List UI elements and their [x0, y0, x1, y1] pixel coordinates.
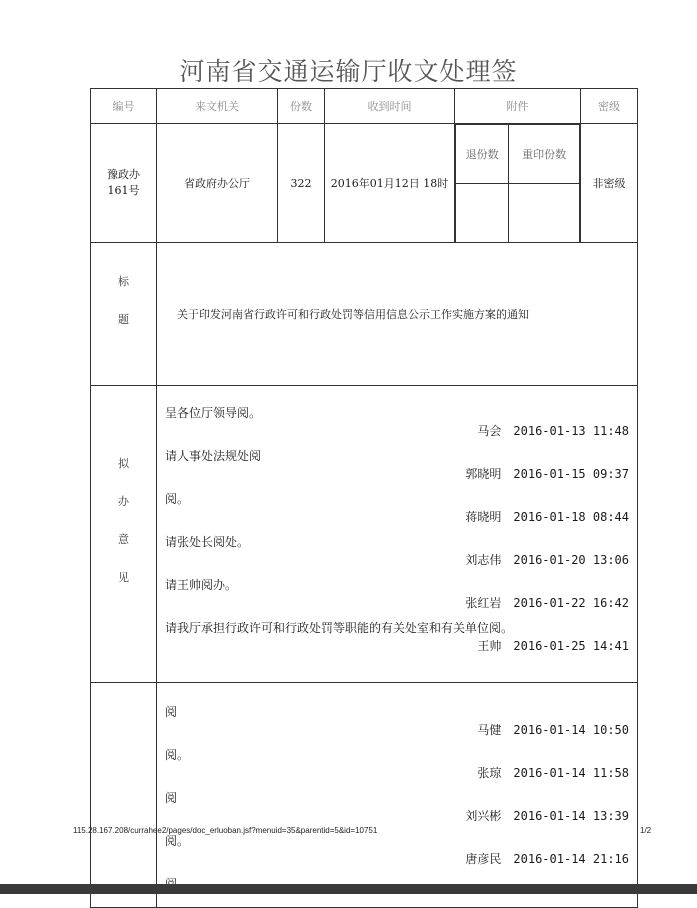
- receipt-form: [90, 88, 638, 908]
- header-received: 收到时间: [325, 89, 455, 124]
- opinion-time: 2016-01-18 08:44: [513, 510, 629, 524]
- opinion-name: 蒋晓明: [465, 510, 502, 524]
- reading-entry: [157, 785, 637, 828]
- reading-signature: [477, 764, 629, 781]
- secrecy-level: 非密级: [581, 124, 638, 243]
- opinion-entry: [157, 486, 637, 529]
- document-title-text: 河南省交通运输厅收文处理签: [179, 57, 518, 86]
- opinion-time: 2016-01-20 13:06: [513, 553, 629, 567]
- copies: 322: [278, 124, 325, 243]
- reading-time: 2016-01-14 10:50: [513, 723, 629, 737]
- doc-number: 豫政办161号: [91, 124, 157, 243]
- footer-url: 115.28.167.208/currahee2/pages/doc_erluoban.jsf?menuid=35&parentid=5&id=10751: [73, 826, 378, 835]
- issuer: 省政府办公厅: [157, 124, 278, 243]
- received-time: 2016年01月12日 18时: [325, 124, 455, 243]
- header-doc-no: 编号: [91, 89, 157, 124]
- reading-text: 阅。: [165, 748, 190, 762]
- header-issuer: 来文机关: [157, 89, 278, 124]
- header-secrecy: 密级: [581, 89, 638, 124]
- attach-reprint: 重印份数: [509, 125, 580, 184]
- opinion-time: 2016-01-13 11:48: [513, 424, 629, 438]
- opinion-signature: [465, 465, 629, 482]
- opinion-signature: [465, 551, 629, 568]
- opinion-entry: [157, 615, 637, 658]
- reading-signature: [465, 850, 629, 867]
- opinion-text: 请王帅阅办。: [165, 578, 238, 592]
- opinion-label-char: 意: [118, 533, 129, 546]
- reading-name: 刘兴彬: [465, 809, 502, 823]
- reading-name: 马健: [477, 723, 502, 737]
- reading-text: 阅。: [165, 834, 190, 848]
- opinion-entry: [157, 572, 637, 615]
- opinion-entry: [157, 400, 637, 443]
- opinion-entry: [157, 529, 637, 572]
- attach-returned: 退份数: [456, 125, 509, 184]
- reading-entry: [157, 742, 637, 785]
- opinion-text: 呈各位厅领导阅。: [165, 406, 262, 420]
- opinion-signature: [465, 508, 629, 525]
- opinion-signature: [477, 637, 629, 654]
- opinion-signature: [477, 422, 629, 439]
- attach-returned-value: [456, 184, 509, 243]
- opinion-entry: [157, 443, 637, 486]
- opinion-text: 阅。: [165, 492, 190, 506]
- subject-label-char: 标: [118, 275, 129, 288]
- opinion-time: 2016-01-15 09:37: [513, 467, 629, 481]
- readings-list: [157, 683, 638, 908]
- reading-signature: [477, 721, 629, 738]
- attachments-subtable: [455, 124, 580, 242]
- document-title: [0, 52, 697, 88]
- reading-time: 2016-01-14 11:58: [513, 766, 629, 780]
- opinion-text: 请人事处法规处阅: [165, 449, 262, 463]
- opinion-label: [91, 386, 157, 683]
- reading-name: 张琼: [477, 766, 502, 780]
- reading-time: 2016-01-14 13:39: [513, 809, 629, 823]
- opinion-name: 马会: [477, 424, 502, 438]
- opinion-text: 请张处长阅处。: [165, 535, 250, 549]
- reading-name: 唐彦民: [465, 852, 502, 866]
- attach-reprint-value: [509, 184, 580, 243]
- opinions-list: [157, 386, 638, 683]
- bottom-edge-bar: [0, 884, 697, 894]
- opinion-name: 王帅: [477, 639, 502, 653]
- opinion-text: 请我厅承担行政许可和行政处罚等职能的有关处室和有关单位阅。: [165, 621, 514, 635]
- opinion-label-char: 办: [118, 495, 129, 508]
- subject-label-char: 题: [118, 313, 129, 326]
- reading-entry: [157, 699, 637, 742]
- opinion-label-char: 拟: [118, 457, 129, 470]
- opinion-label-char: 见: [118, 571, 129, 584]
- subject-label: [91, 243, 157, 386]
- opinion-name: 郭晓明: [465, 467, 502, 481]
- subject-text: 关于印发河南省行政许可和行政处罚等信用信息公示工作实施方案的通知: [157, 243, 638, 386]
- opinion-time: 2016-01-25 14:41: [513, 639, 629, 653]
- opinion-name: 张红岩: [465, 596, 502, 610]
- attachments-cell: [455, 124, 581, 243]
- opinion-name: 刘志伟: [465, 553, 502, 567]
- opinion-time: 2016-01-22 16:42: [513, 596, 629, 610]
- reading-text: 阅: [165, 705, 178, 719]
- reading-text: 阅: [165, 791, 178, 805]
- header-copies: 份数: [278, 89, 325, 124]
- footer-page-number: 1/2: [640, 826, 652, 835]
- reading-time: 2016-01-14 21:16: [513, 852, 629, 866]
- opinion-signature: [465, 594, 629, 611]
- header-attachments: 附件: [455, 89, 581, 124]
- reading-signature: [465, 807, 629, 824]
- readings-label: [91, 683, 157, 908]
